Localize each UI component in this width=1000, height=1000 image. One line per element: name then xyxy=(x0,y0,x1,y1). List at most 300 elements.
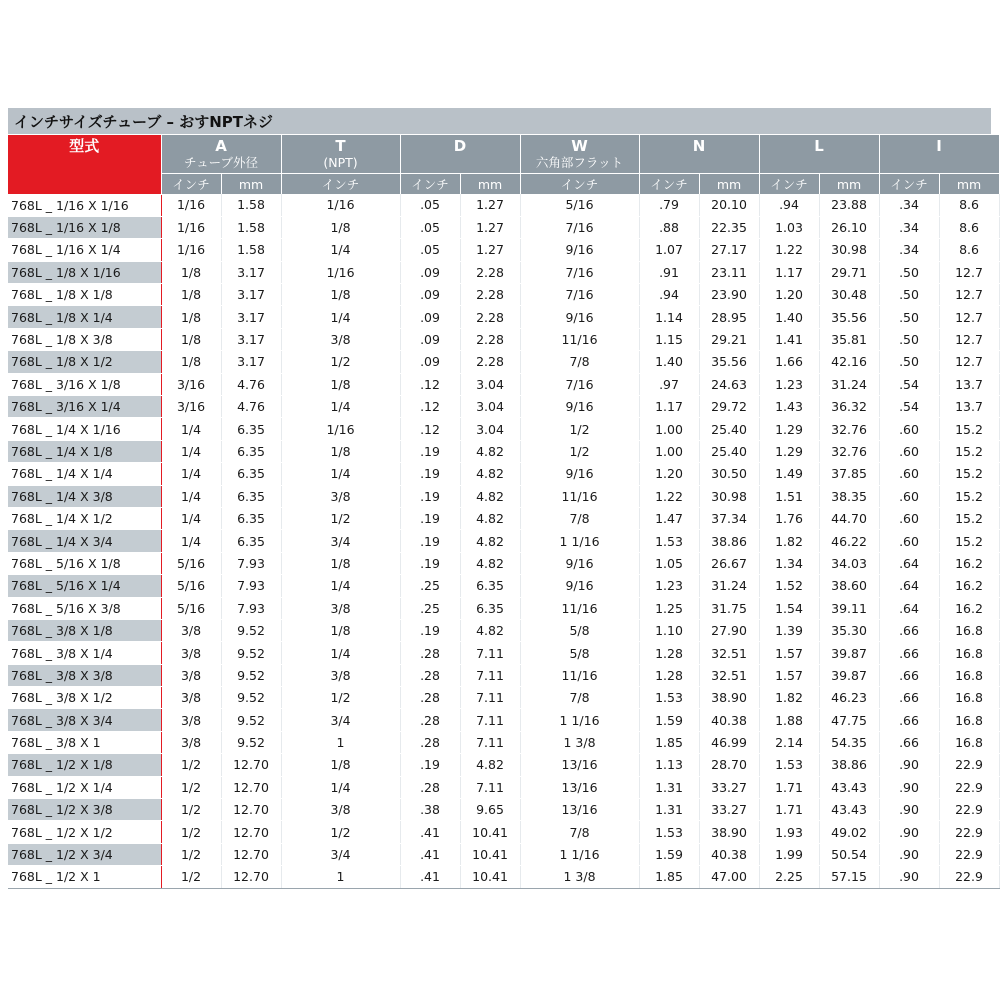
value-cell: .34 xyxy=(879,194,939,216)
value-cell: 1.34 xyxy=(759,552,819,574)
value-cell: .41 xyxy=(400,866,460,888)
value-cell: 54.35 xyxy=(819,731,879,753)
value-cell: 31.24 xyxy=(819,373,879,395)
value-cell: .50 xyxy=(879,261,939,283)
value-cell: 3/8 xyxy=(161,687,221,709)
table-row xyxy=(8,239,999,261)
value-cell: 16.8 xyxy=(939,731,999,753)
value-cell: 6.35 xyxy=(460,597,520,619)
value-cell: 25.40 xyxy=(699,418,759,440)
value-cell: 1/8 xyxy=(281,552,400,574)
value-cell: 1/16 xyxy=(281,261,400,283)
value-cell: .19 xyxy=(400,754,460,776)
value-cell: 1/4 xyxy=(281,776,400,798)
value-cell: .41 xyxy=(400,821,460,843)
table-row xyxy=(8,530,999,552)
value-cell: 1.71 xyxy=(759,776,819,798)
model-cell: 768L _ 1/8 X 1/8 xyxy=(8,284,161,306)
value-cell: 9.65 xyxy=(460,799,520,821)
table-row xyxy=(8,866,999,888)
value-cell: 9/16 xyxy=(520,306,639,328)
value-cell: .19 xyxy=(400,485,460,507)
value-cell: 12.7 xyxy=(939,328,999,350)
value-cell: 1.40 xyxy=(759,306,819,328)
value-cell: .28 xyxy=(400,776,460,798)
model-cell: 768L _ 1/2 X 1 xyxy=(8,866,161,888)
value-cell: 22.9 xyxy=(939,866,999,888)
table-row xyxy=(8,731,999,753)
value-cell: .64 xyxy=(879,597,939,619)
header-model-label: 型式 xyxy=(69,137,100,155)
value-cell: 1/8 xyxy=(281,373,400,395)
value-cell: 49.02 xyxy=(819,821,879,843)
table-row xyxy=(8,799,999,821)
value-cell: 3/8 xyxy=(161,709,221,731)
value-cell: 1.88 xyxy=(759,709,819,731)
value-cell: 3.04 xyxy=(460,373,520,395)
value-cell: 3/16 xyxy=(161,373,221,395)
value-cell: 16.2 xyxy=(939,575,999,597)
table-row xyxy=(8,284,999,306)
value-cell: 4.76 xyxy=(221,373,281,395)
value-cell: 4.82 xyxy=(460,552,520,574)
value-cell: .12 xyxy=(400,418,460,440)
value-cell: 6.35 xyxy=(221,485,281,507)
value-cell: 33.27 xyxy=(699,776,759,798)
value-cell: 1/2 xyxy=(161,843,221,865)
unit-header: mm xyxy=(460,174,520,195)
value-cell: 1/4 xyxy=(161,507,221,529)
value-cell: 3/4 xyxy=(281,843,400,865)
value-cell: .19 xyxy=(400,530,460,552)
value-cell: 3.17 xyxy=(221,261,281,283)
value-cell: 8.6 xyxy=(939,194,999,216)
value-cell: 26.67 xyxy=(699,552,759,574)
value-cell: 3/8 xyxy=(161,642,221,664)
value-cell: .19 xyxy=(400,440,460,462)
value-cell: 38.90 xyxy=(699,687,759,709)
value-cell: 31.75 xyxy=(699,597,759,619)
value-cell: 11/16 xyxy=(520,597,639,619)
value-cell: .60 xyxy=(879,440,939,462)
value-cell: 3.17 xyxy=(221,284,281,306)
value-cell: 3.17 xyxy=(221,306,281,328)
model-cell: 768L _ 3/8 X 3/8 xyxy=(8,664,161,686)
value-cell: 12.7 xyxy=(939,306,999,328)
table-row xyxy=(8,440,999,462)
value-cell: .41 xyxy=(400,843,460,865)
value-cell: 7.11 xyxy=(460,642,520,664)
value-cell: .12 xyxy=(400,396,460,418)
value-cell: 1/2 xyxy=(161,799,221,821)
value-cell: .60 xyxy=(879,463,939,485)
value-cell: 16.2 xyxy=(939,552,999,574)
value-cell: 5/16 xyxy=(520,194,639,216)
value-cell: 28.95 xyxy=(699,306,759,328)
unit-header: インチ xyxy=(520,174,639,195)
value-cell: 34.03 xyxy=(819,552,879,574)
value-cell: 29.71 xyxy=(819,261,879,283)
value-cell: 1/2 xyxy=(161,866,221,888)
value-cell: 1.76 xyxy=(759,507,819,529)
unit-header: インチ xyxy=(281,174,400,195)
value-cell: 7/16 xyxy=(520,284,639,306)
value-cell: 3.17 xyxy=(221,351,281,373)
value-cell: 9.52 xyxy=(221,709,281,731)
value-cell: 9.52 xyxy=(221,642,281,664)
value-cell: 1/2 xyxy=(281,507,400,529)
table-row xyxy=(8,261,999,283)
value-cell: 1.41 xyxy=(759,328,819,350)
table-body xyxy=(8,194,999,888)
value-cell: 22.9 xyxy=(939,754,999,776)
value-cell: 1.40 xyxy=(639,351,699,373)
value-cell: 12.7 xyxy=(939,351,999,373)
table-row xyxy=(8,351,999,373)
table-row xyxy=(8,328,999,350)
value-cell: 1/16 xyxy=(161,194,221,216)
value-cell: 1.39 xyxy=(759,619,819,641)
value-cell: 6.35 xyxy=(221,530,281,552)
value-cell: 1/4 xyxy=(281,396,400,418)
value-cell: 43.43 xyxy=(819,799,879,821)
value-cell: .54 xyxy=(879,373,939,395)
value-cell: 4.82 xyxy=(460,485,520,507)
table-row xyxy=(8,597,999,619)
value-cell: 1/2 xyxy=(161,754,221,776)
value-cell: 32.51 xyxy=(699,664,759,686)
table-row xyxy=(8,396,999,418)
value-cell: .90 xyxy=(879,843,939,865)
value-cell: 1/8 xyxy=(161,261,221,283)
value-cell: 7.11 xyxy=(460,731,520,753)
value-cell: 23.90 xyxy=(699,284,759,306)
value-cell: 3/8 xyxy=(161,619,221,641)
value-cell: 3/8 xyxy=(281,597,400,619)
unit-header: mm xyxy=(939,174,999,195)
value-cell: 1.54 xyxy=(759,597,819,619)
value-cell: 20.10 xyxy=(699,194,759,216)
value-cell: 1/4 xyxy=(161,485,221,507)
value-cell: 1.43 xyxy=(759,396,819,418)
value-cell: .50 xyxy=(879,328,939,350)
value-cell: 1/8 xyxy=(281,284,400,306)
value-cell: 1/16 xyxy=(161,239,221,261)
value-cell: .90 xyxy=(879,866,939,888)
value-cell: 1.66 xyxy=(759,351,819,373)
value-cell: 1.15 xyxy=(639,328,699,350)
value-cell: 1.17 xyxy=(759,261,819,283)
value-cell: 9.52 xyxy=(221,731,281,753)
value-cell: 15.2 xyxy=(939,440,999,462)
value-cell: .88 xyxy=(639,216,699,238)
value-cell: 1.58 xyxy=(221,216,281,238)
value-cell: 3/8 xyxy=(281,799,400,821)
value-cell: 36.32 xyxy=(819,396,879,418)
value-cell: 22.9 xyxy=(939,843,999,865)
value-cell: 4.82 xyxy=(460,619,520,641)
value-cell: 1.28 xyxy=(639,642,699,664)
value-cell: 23.88 xyxy=(819,194,879,216)
value-cell: 1 xyxy=(281,866,400,888)
value-cell: 1.71 xyxy=(759,799,819,821)
value-cell: 7.11 xyxy=(460,709,520,731)
value-cell: 1/16 xyxy=(161,216,221,238)
value-cell: 13.7 xyxy=(939,396,999,418)
value-cell: 7.93 xyxy=(221,552,281,574)
value-cell: 9/16 xyxy=(520,575,639,597)
value-cell: .90 xyxy=(879,821,939,843)
value-cell: 1.22 xyxy=(639,485,699,507)
table-row xyxy=(8,216,999,238)
header-col-i: I xyxy=(879,135,999,174)
value-cell: 10.41 xyxy=(460,843,520,865)
model-cell: 768L _ 1/2 X 3/8 xyxy=(8,799,161,821)
value-cell: 9/16 xyxy=(520,396,639,418)
value-cell: 1.14 xyxy=(639,306,699,328)
table-row xyxy=(8,485,999,507)
value-cell: .66 xyxy=(879,664,939,686)
model-cell: 768L _ 1/4 X 3/8 xyxy=(8,485,161,507)
spec-table-container xyxy=(8,108,991,889)
table-row xyxy=(8,776,999,798)
value-cell: 15.2 xyxy=(939,530,999,552)
value-cell: 15.2 xyxy=(939,485,999,507)
model-cell: 768L _ 3/8 X 1 xyxy=(8,731,161,753)
value-cell: 1.29 xyxy=(759,440,819,462)
value-cell: 38.86 xyxy=(819,754,879,776)
value-cell: 46.99 xyxy=(699,731,759,753)
table-row xyxy=(8,821,999,843)
value-cell: 25.40 xyxy=(699,440,759,462)
unit-header: mm xyxy=(699,174,759,195)
value-cell: 26.10 xyxy=(819,216,879,238)
value-cell: 1.20 xyxy=(759,284,819,306)
value-cell: .94 xyxy=(759,194,819,216)
value-cell: 1/4 xyxy=(281,642,400,664)
value-cell: 1.99 xyxy=(759,843,819,865)
value-cell: 4.82 xyxy=(460,754,520,776)
value-cell: 30.48 xyxy=(819,284,879,306)
value-cell: 11/16 xyxy=(520,485,639,507)
value-cell: 12.70 xyxy=(221,821,281,843)
value-cell: 37.85 xyxy=(819,463,879,485)
value-cell: .64 xyxy=(879,575,939,597)
unit-header: インチ xyxy=(400,174,460,195)
value-cell: .50 xyxy=(879,306,939,328)
value-cell: 16.2 xyxy=(939,597,999,619)
value-cell: 2.28 xyxy=(460,284,520,306)
value-cell: 11/16 xyxy=(520,328,639,350)
unit-header: mm xyxy=(221,174,281,195)
unit-header: インチ xyxy=(879,174,939,195)
value-cell: .90 xyxy=(879,754,939,776)
value-cell: 1/8 xyxy=(281,754,400,776)
model-cell: 768L _ 1/2 X 1/4 xyxy=(8,776,161,798)
value-cell: 7/16 xyxy=(520,373,639,395)
value-cell: 3.04 xyxy=(460,418,520,440)
table-row xyxy=(8,194,999,216)
model-cell: 768L _ 1/8 X 1/2 xyxy=(8,351,161,373)
value-cell: 7/16 xyxy=(520,216,639,238)
value-cell: .91 xyxy=(639,261,699,283)
value-cell: 1.58 xyxy=(221,239,281,261)
value-cell: 12.70 xyxy=(221,866,281,888)
table-row xyxy=(8,418,999,440)
table-row xyxy=(8,664,999,686)
table-row xyxy=(8,552,999,574)
value-cell: 3/8 xyxy=(281,485,400,507)
value-cell: 1 3/8 xyxy=(520,866,639,888)
value-cell: .19 xyxy=(400,463,460,485)
value-cell: 1/8 xyxy=(161,306,221,328)
value-cell: .97 xyxy=(639,373,699,395)
header-model xyxy=(8,135,161,194)
value-cell: .19 xyxy=(400,507,460,529)
value-cell: 16.8 xyxy=(939,642,999,664)
value-cell: .38 xyxy=(400,799,460,821)
value-cell: 9.52 xyxy=(221,687,281,709)
value-cell: 1.27 xyxy=(460,239,520,261)
value-cell: 1.82 xyxy=(759,687,819,709)
model-cell: 768L _ 3/8 X 3/4 xyxy=(8,709,161,731)
value-cell: 8.6 xyxy=(939,216,999,238)
value-cell: 16.8 xyxy=(939,619,999,641)
value-cell: 38.90 xyxy=(699,821,759,843)
value-cell: 1.23 xyxy=(759,373,819,395)
value-cell: 1/4 xyxy=(281,306,400,328)
value-cell: 1/4 xyxy=(281,239,400,261)
value-cell: 3.04 xyxy=(460,396,520,418)
value-cell: 1.57 xyxy=(759,664,819,686)
value-cell: 1.05 xyxy=(639,552,699,574)
value-cell: 33.27 xyxy=(699,799,759,821)
value-cell: 46.22 xyxy=(819,530,879,552)
value-cell: 12.7 xyxy=(939,261,999,283)
value-cell: 30.50 xyxy=(699,463,759,485)
value-cell: .09 xyxy=(400,306,460,328)
value-cell: 10.41 xyxy=(460,866,520,888)
value-cell: 2.28 xyxy=(460,261,520,283)
value-cell: 32.51 xyxy=(699,642,759,664)
value-cell: 1/4 xyxy=(281,463,400,485)
value-cell: .66 xyxy=(879,619,939,641)
value-cell: 4.76 xyxy=(221,396,281,418)
value-cell: 35.81 xyxy=(819,328,879,350)
value-cell: 1.27 xyxy=(460,216,520,238)
value-cell: .19 xyxy=(400,552,460,574)
value-cell: 1.53 xyxy=(759,754,819,776)
value-cell: .66 xyxy=(879,731,939,753)
value-cell: 1.00 xyxy=(639,440,699,462)
value-cell: 1.07 xyxy=(639,239,699,261)
value-cell: .60 xyxy=(879,507,939,529)
table-row xyxy=(8,642,999,664)
value-cell: 1.31 xyxy=(639,799,699,821)
value-cell: 6.35 xyxy=(221,418,281,440)
value-cell: .05 xyxy=(400,216,460,238)
model-cell: 768L _ 1/2 X 3/4 xyxy=(8,843,161,865)
header-col-w: W 六角部フラット xyxy=(520,135,639,174)
header-col-l: L xyxy=(759,135,879,174)
table-row xyxy=(8,575,999,597)
value-cell: 12.70 xyxy=(221,799,281,821)
value-cell: 1/2 xyxy=(161,821,221,843)
value-cell: .28 xyxy=(400,709,460,731)
value-cell: 32.76 xyxy=(819,418,879,440)
value-cell: .09 xyxy=(400,351,460,373)
value-cell: .19 xyxy=(400,619,460,641)
value-cell: .54 xyxy=(879,396,939,418)
value-cell: 9/16 xyxy=(520,552,639,574)
model-cell: 768L _ 3/16 X 1/4 xyxy=(8,396,161,418)
value-cell: .28 xyxy=(400,731,460,753)
unit-header: インチ xyxy=(759,174,819,195)
value-cell: 1/16 xyxy=(281,194,400,216)
value-cell: 35.30 xyxy=(819,619,879,641)
value-cell: 3/8 xyxy=(161,664,221,686)
value-cell: 50.54 xyxy=(819,843,879,865)
value-cell: 1/2 xyxy=(281,351,400,373)
value-cell: 1.27 xyxy=(460,194,520,216)
value-cell: 1.20 xyxy=(639,463,699,485)
model-cell: 768L _ 3/8 X 1/2 xyxy=(8,687,161,709)
model-cell: 768L _ 1/2 X 1/2 xyxy=(8,821,161,843)
value-cell: 1/2 xyxy=(520,440,639,462)
value-cell: 5/16 xyxy=(161,552,221,574)
value-cell: .94 xyxy=(639,284,699,306)
value-cell: 1/4 xyxy=(161,418,221,440)
value-cell: 7.11 xyxy=(460,687,520,709)
value-cell: .05 xyxy=(400,194,460,216)
value-cell: 1/4 xyxy=(281,575,400,597)
value-cell: 5/8 xyxy=(520,642,639,664)
value-cell: 1.53 xyxy=(639,821,699,843)
value-cell: .09 xyxy=(400,328,460,350)
value-cell: 1.00 xyxy=(639,418,699,440)
value-cell: 1.57 xyxy=(759,642,819,664)
value-cell: .09 xyxy=(400,284,460,306)
value-cell: 1.28 xyxy=(639,664,699,686)
value-cell: 23.11 xyxy=(699,261,759,283)
value-cell: 1/8 xyxy=(281,619,400,641)
value-cell: .25 xyxy=(400,575,460,597)
value-cell: 1 1/16 xyxy=(520,709,639,731)
value-cell: 1/8 xyxy=(161,351,221,373)
value-cell: 1.93 xyxy=(759,821,819,843)
value-cell: 22.9 xyxy=(939,799,999,821)
value-cell: .66 xyxy=(879,709,939,731)
table-row xyxy=(8,687,999,709)
value-cell: 15.2 xyxy=(939,463,999,485)
value-cell: 13.7 xyxy=(939,373,999,395)
value-cell: 1/16 xyxy=(281,418,400,440)
value-cell: 5/16 xyxy=(161,575,221,597)
value-cell: 1.58 xyxy=(221,194,281,216)
model-cell: 768L _ 1/4 X 1/8 xyxy=(8,440,161,462)
value-cell: 1.13 xyxy=(639,754,699,776)
model-cell: 768L _ 1/4 X 3/4 xyxy=(8,530,161,552)
table-row xyxy=(8,373,999,395)
value-cell: .60 xyxy=(879,485,939,507)
model-cell: 768L _ 1/16 X 1/16 xyxy=(8,194,161,216)
value-cell: 13/16 xyxy=(520,754,639,776)
model-cell: 768L _ 1/16 X 1/4 xyxy=(8,239,161,261)
value-cell: 8.6 xyxy=(939,239,999,261)
value-cell: 35.56 xyxy=(699,351,759,373)
header-col-d: D xyxy=(400,135,520,174)
value-cell: 12.70 xyxy=(221,843,281,865)
